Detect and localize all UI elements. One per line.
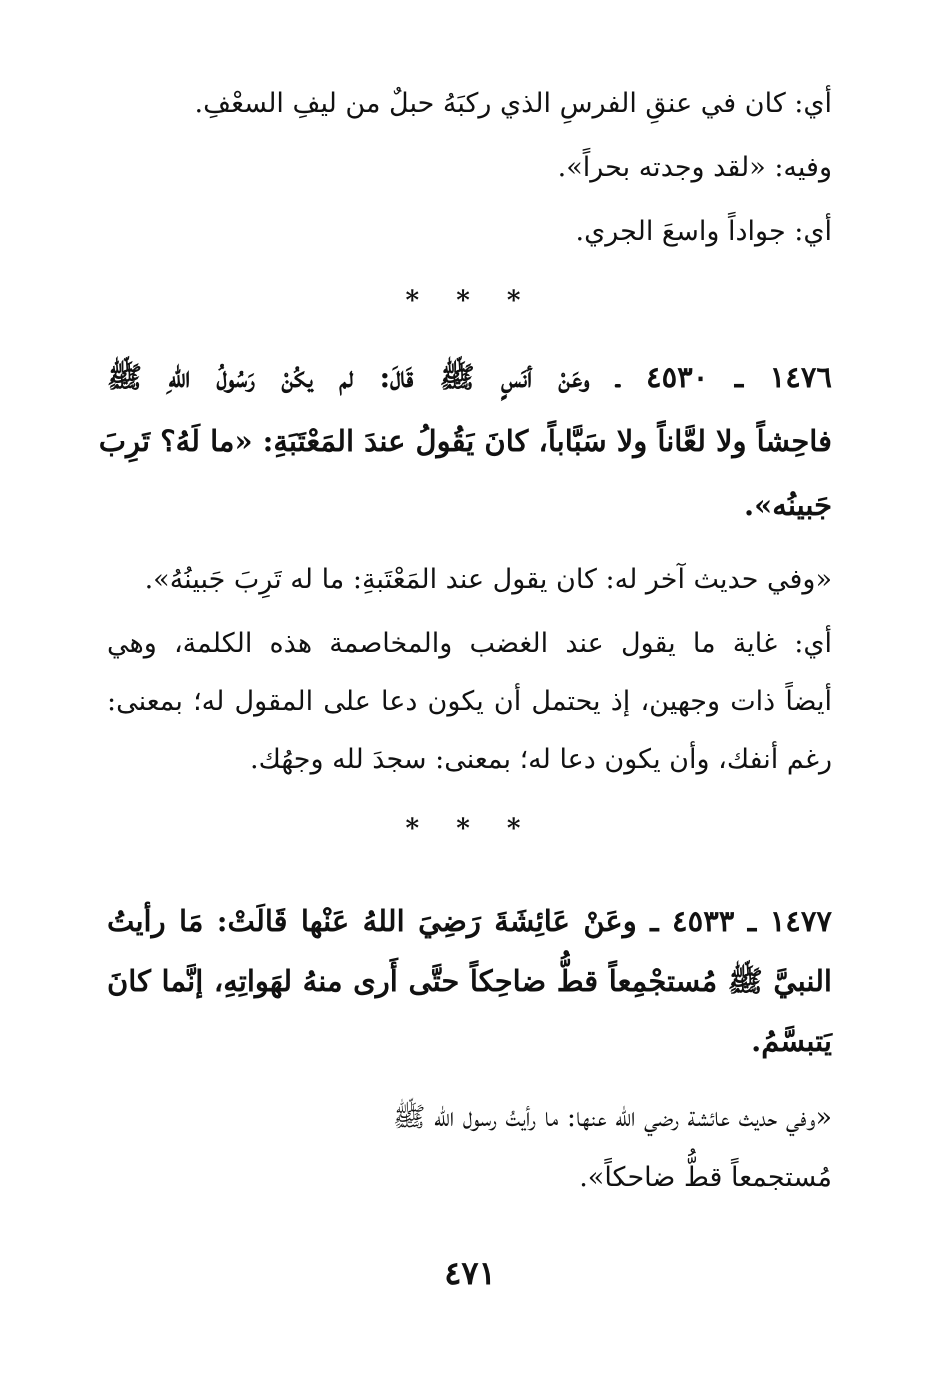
commentary-line: وفيه: «لقد وجدته بحراً». (557, 152, 832, 183)
section-separator: * * * (405, 286, 535, 316)
commentary-line: أي: جواداً واسعَ الجري. (575, 216, 832, 247)
hadith-1476-line: ١٤٧٦ ـ ٤٥٣٠ ـ وعَنْ أنَسٍ ﷺ قَالَ: لم يكُنْ رَسُولُ اللهِ ﷺ (107, 360, 832, 394)
commentary-line: أي: كان في عنقِ الفرسِ الذي ركبَهُ حبلٌ من ليفِ السعْفِ. (194, 88, 832, 119)
commentary-1476-line: أي: غاية ما يقول عند الغضب والمخاصمة هذه الكلمة، وهي (107, 628, 832, 659)
hadith-1477-line: ١٤٧٧ ـ ٤٥٣٣ ـ وعَنْ عَائِشَةَ رَضِيَ اللهُ عَنْها قَالَتْ: مَا رأيتُ (107, 904, 832, 938)
section-separator: * * * (405, 814, 535, 844)
commentary-1476-line: رغم أنفك، وأن يكون دعا له؛ بمعنى: سجدَ لله وجهُك. (249, 744, 832, 775)
hadith-1477-line: النبيَّ ﷺ مُستجْمِعاً قطُّ ضاحِكاً حتَّى أَرى منهُ لهَواتِهِ، إنَّما كانَ (107, 964, 832, 998)
commentary-1477-line: «وفي حديث عائشة رضي الله عنها: ما رأيتُ رسول الله ﷺ (392, 1102, 832, 1133)
commentary-1476-line: أيضاً ذات وجهين، إذ يحتمل أن يكون دعا على المقول له؛ بمعنى: (107, 686, 832, 717)
hadith-1476-line: جَبينُه». (744, 488, 832, 522)
commentary-1477-line: مُستجمعاً قطُّ ضاحكاً». (579, 1162, 832, 1193)
commentary-1476-line: «وفي حديث آخر له: كان يقول عند المَعْتَبةِ: ما له تَرِبَ جَبينُهُ». (144, 564, 832, 595)
hadith-1477-line: يَتبسَّمُ. (751, 1024, 832, 1058)
page-number: ٤٧١ (444, 1254, 496, 1292)
hadith-1476-line: فاحِشاً ولا لعَّاناً ولا سَبَّاباً، كانَ يَقُولُ عندَ المَعْتَبَةِ: «ما لَهُ؟ تَرِبَ (98, 424, 832, 458)
